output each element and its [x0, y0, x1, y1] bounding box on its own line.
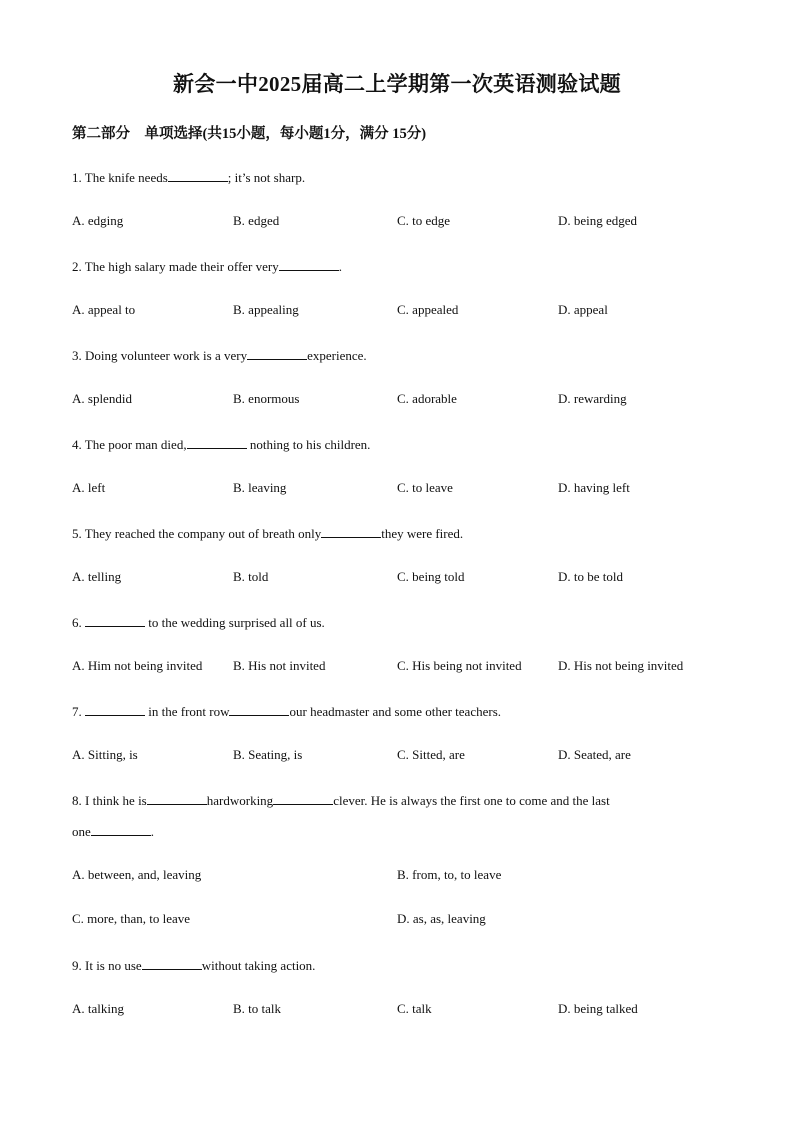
- answer-blank: [247, 346, 307, 360]
- question-text: one: [72, 824, 91, 839]
- answer-blank: [273, 791, 333, 805]
- question-3: [72, 346, 367, 364]
- question-text: 3. Doing volunteer work is a very: [72, 348, 248, 363]
- answer-blank: [229, 702, 289, 716]
- option-b: B. appealing: [233, 302, 299, 317]
- question-text: without taking action.: [201, 958, 316, 973]
- option-b: B. edged: [233, 213, 280, 228]
- option-c: C. adorable: [397, 391, 457, 406]
- question-text: ; it’s not sharp.: [227, 170, 306, 185]
- option-d: D. being talked: [558, 1001, 638, 1016]
- option-c: C. His being not invited: [397, 658, 522, 673]
- question-7: [72, 702, 501, 720]
- page-title: 新会一中2025届高二上学期第一次英语测验试题: [173, 72, 621, 96]
- option-b: B. Seating, is: [233, 747, 303, 762]
- question-text: experience.: [307, 348, 367, 363]
- option-c: C. appealed: [397, 302, 459, 317]
- option-c: C. talk: [397, 1001, 432, 1016]
- question-text: 8. I think he is: [72, 793, 147, 808]
- question-text: 5. They reached the company out of breath only: [72, 526, 322, 541]
- option-b: B. enormous: [233, 391, 300, 406]
- option-c: C. Sitted, are: [397, 747, 465, 762]
- question-text: 1. The knife needs: [72, 170, 168, 185]
- option-b: B. to talk: [233, 1001, 282, 1016]
- option-b: B. leaving: [233, 480, 287, 495]
- question-text: .: [338, 259, 342, 274]
- answer-blank: [147, 791, 207, 805]
- question-text: to the wedding surprised all of us.: [145, 615, 325, 630]
- option-a: A. Sitting, is: [72, 747, 138, 762]
- question-text: 9. It is no use: [72, 958, 142, 973]
- option-c: C. to leave: [397, 480, 453, 495]
- answer-blank: [187, 435, 247, 449]
- question-text: nothing to his children.: [246, 437, 371, 452]
- question-5: [72, 524, 463, 542]
- question-4: [72, 435, 370, 453]
- section-heading: 第二部分 单项选择(共15小题，每小题1分，满分 15分): [72, 126, 427, 142]
- question-6: [72, 613, 325, 631]
- option-d: D. Seated, are: [558, 747, 631, 762]
- question-text: 7.: [72, 704, 85, 719]
- question-8-continued: [72, 822, 154, 840]
- option-c: C. more, than, to leave: [72, 911, 191, 926]
- option-a: A. between, and, leaving: [72, 867, 202, 882]
- option-d: D. rewarding: [558, 391, 627, 406]
- option-a: A. talking: [72, 1001, 124, 1016]
- option-d: D. to be told: [558, 569, 623, 584]
- option-c: C. to edge: [397, 213, 451, 228]
- answer-blank: [321, 524, 381, 538]
- question-text: they were fired.: [381, 526, 464, 541]
- question-9: [72, 956, 315, 974]
- question-text: our headmaster and some other teachers.: [289, 704, 502, 719]
- option-b: B. His not invited: [233, 658, 326, 673]
- question-2: [72, 257, 342, 275]
- option-a: A. telling: [72, 569, 122, 584]
- option-a: A. left: [72, 480, 106, 495]
- option-a: A. edging: [72, 213, 124, 228]
- answer-blank: [168, 168, 228, 182]
- question-text: .: [150, 824, 155, 839]
- question-1: [72, 168, 305, 186]
- option-a: A. splendid: [72, 391, 132, 406]
- option-d: D. being edged: [558, 213, 638, 228]
- question-text: hardworking: [206, 793, 274, 808]
- answer-blank: [85, 702, 145, 716]
- question-text: 4. The poor man died,: [72, 437, 187, 452]
- question-text: clever. He is always the first one to come and the last: [333, 793, 610, 808]
- answer-blank: [142, 956, 202, 970]
- option-a: A. appeal to: [72, 302, 136, 317]
- option-d: D. appeal: [558, 302, 608, 317]
- question-text: 6.: [72, 615, 85, 630]
- answer-blank: [279, 257, 339, 271]
- question-text: 2. The high salary made their offer very: [72, 259, 279, 274]
- answer-blank: [85, 613, 145, 627]
- option-a: A. Him not being invited: [72, 658, 203, 673]
- option-b: B. told: [233, 569, 269, 584]
- answer-blank: [91, 822, 151, 836]
- question-8: [72, 791, 610, 809]
- option-c: C. being told: [397, 569, 465, 584]
- option-d: D. having left: [558, 480, 630, 495]
- option-d: D. as, as, leaving: [397, 911, 486, 926]
- option-b: B. from, to, to leave: [397, 867, 502, 882]
- question-text: in the front row: [145, 704, 230, 719]
- option-d: D. His not being invited: [558, 658, 684, 673]
